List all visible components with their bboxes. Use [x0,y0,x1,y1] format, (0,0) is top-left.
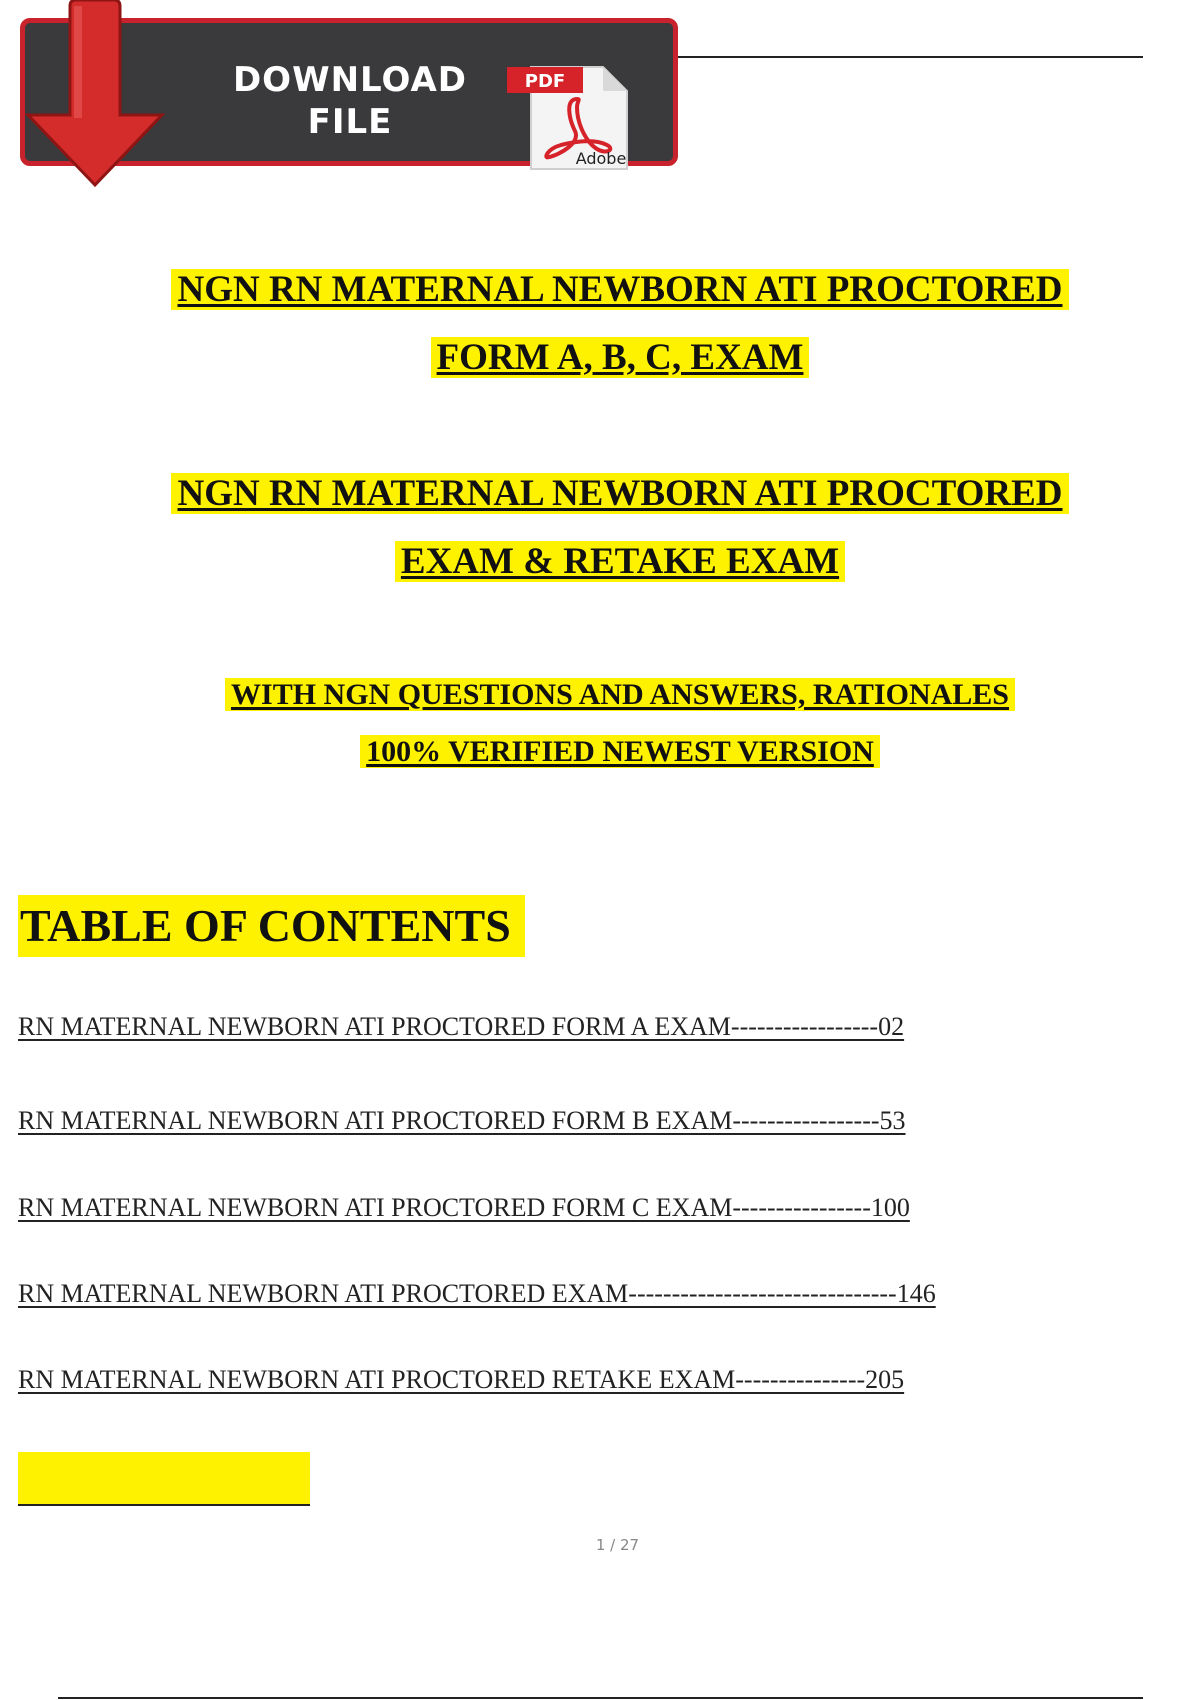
title-block-2 [100,460,1140,596]
toc-entry-form-c[interactable]: RN MATERNAL NEWBORN ATI PROCTORED FORM C EXAM----------------100 [18,1193,910,1222]
highlight-box [18,1452,310,1506]
toc-entry-form-b[interactable]: RN MATERNAL NEWBORN ATI PROCTORED FORM B EXAM-----------------53 [18,1106,906,1135]
top-rule [678,56,1143,58]
toc-entry-form-a[interactable]: RN MATERNAL NEWBORN ATI PROCTORED FORM A EXAM-----------------02 [18,1012,905,1041]
toc-heading: TABLE OF CONTENTS [18,895,525,957]
subtitle-line-1: WITH NGN QUESTIONS AND ANSWERS, RATIONALES [225,678,1015,711]
title-block-1 [100,256,1140,392]
download-label [200,59,500,143]
toc-entry-proctored[interactable]: RN MATERNAL NEWBORN ATI PROCTORED EXAM-------------------------------146 [18,1279,936,1308]
adobe-label: Adobe [575,149,627,168]
title-1-line-1: NGN RN MATERNAL NEWBORN ATI PROCTORED [171,269,1068,310]
page-indicator: 1 / 27 [595,1536,640,1554]
title-1-line-2: FORM A, B, C, EXAM [431,337,810,378]
subtitle-block [100,666,1140,780]
subtitle-line-2: 100% VERIFIED NEWEST VERSION [360,735,880,768]
bottom-rule [58,1697,1143,1699]
toc-entry-retake[interactable]: RN MATERNAL NEWBORN ATI PROCTORED RETAKE EXAM---------------205 [18,1365,905,1394]
pdf-label: PDF [524,71,566,92]
title-2-line-2: EXAM & RETAKE EXAM [395,541,845,582]
pdf-file-icon [503,63,633,171]
title-2-line-1: NGN RN MATERNAL NEWBORN ATI PROCTORED [171,473,1068,514]
download-arrow-icon [20,0,170,190]
download-label-line2: FILE [307,102,393,142]
download-label-line1: DOWNLOAD [232,60,468,100]
